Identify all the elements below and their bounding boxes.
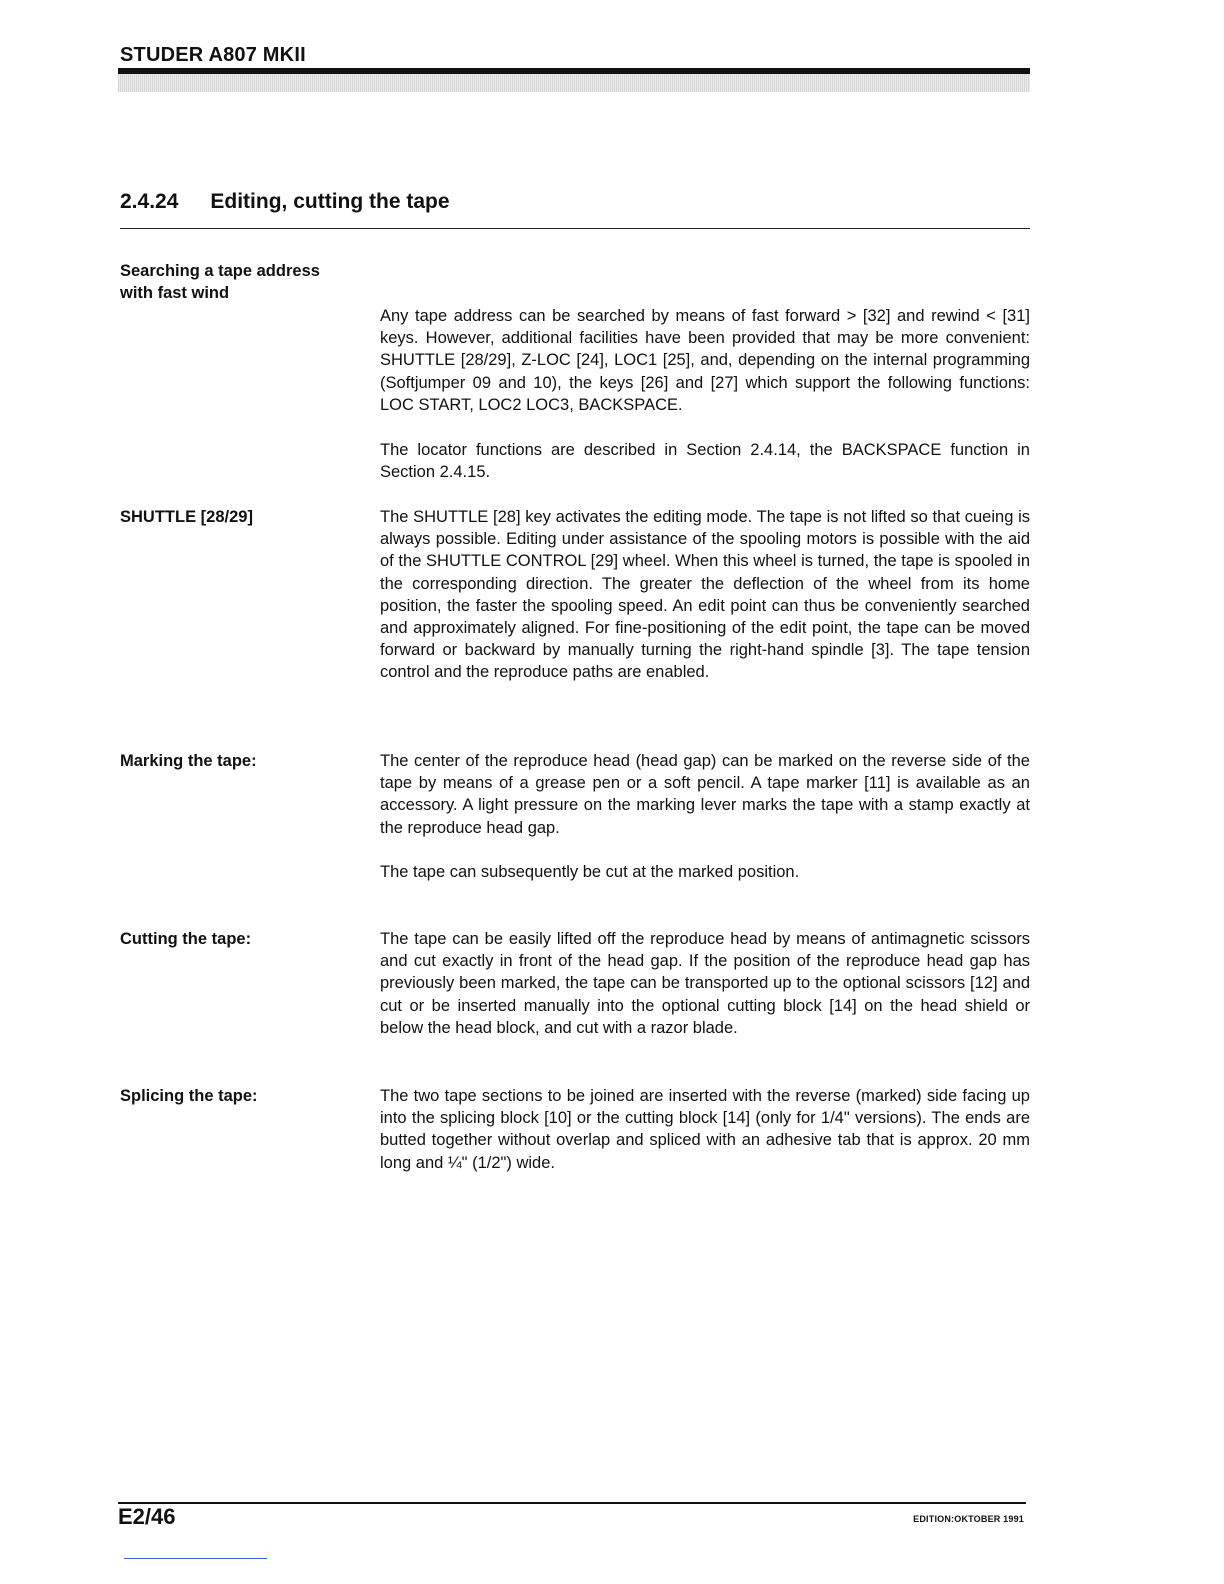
splicing-paragraph: The two tape sections to be joined are inserted with the reverse (marked) side facing up into the splicing block [10] or the cutting block [14] (only for 1/4" versions). The ends are butted together without overlap and spliced with an adhesive tab that is approx. 20 mm long and ¼" (1/2") wide.: [380, 1087, 1030, 1172]
marking-paragraph-2: The tape can subsequently be cut at the marked position.: [380, 863, 800, 881]
document-header-title: STUDER A807 MKII: [120, 44, 306, 66]
side-label-shuttle: SHUTTLE [28/29]: [120, 508, 253, 526]
cutting-paragraph: The tape can be easily lifted off the reproduce head by means of antimagnetic scissors and cut exactly in front of the head gap. If the position of the reproduce head gap has previously been marked, the tape can be transported up to the optional scissors [12] and cut or be inserted manually into the optional cutting block [14] on the head shield or below the head block, and cut with a razor blade.: [380, 930, 1030, 1037]
bottom-underline-mark: [124, 1558, 267, 1559]
side-label-search-line2: with fast wind: [120, 284, 230, 302]
footer-page-number: E2/46: [118, 1504, 176, 1529]
side-label-marking: Marking the tape:: [120, 752, 257, 770]
marking-paragraph-1: The center of the reproduce head (head gap) can be marked on the reverse side of the tape by means of a grease pen or a soft pencil. A tape marker [11] is available as an accessory. A light pressure on the marking lever marks the tape with a stamp exactly at the reproduce head gap.: [380, 752, 1030, 837]
footer-rule: [118, 1502, 1026, 1504]
section-number: 2.4.24: [120, 190, 179, 213]
side-label-cutting: Cutting the tape:: [120, 930, 252, 948]
side-label-splicing: Splicing the tape:: [120, 1087, 258, 1105]
search-paragraph-1: Any tape address can be searched by means of fast forward > [32] and rewind < [31] keys. However, additional facilities have been provided that may be more convenient: SHUTTLE [28/29], Z-LOC [24], LOC1 [25], and, depending on the internal programming (Softjumper 09 and 10), the keys [26] and [27] which support the following functions: LOC START, LOC2 LOC3, BACKSPACE.: [380, 307, 1030, 414]
side-label-search: [120, 260, 360, 304]
search-paragraph-2: The locator functions are described in Section 2.4.14, the BACKSPACE function in Section 2.4.15.: [380, 441, 1030, 482]
section-heading: [120, 190, 450, 214]
section-title: Editing, cutting the tape: [210, 190, 450, 213]
header-shaded-band: [118, 74, 1030, 92]
section-divider: [120, 228, 1030, 229]
shuttle-paragraph: The SHUTTLE [28] key activates the editing mode. The tape is not lifted so that cueing is always possible. Editing under assistance of the spooling motors is possible with the aid of the SHUTTLE CONTROL [29] wheel. When this wheel is turned, the tape is spooled in the corresponding direction. The greater the deflection of the wheel from its home position, the faster the spooling speed. An edit point can thus be conveniently searched and approximately aligned. For fine-positioning of the edit point, the tape can be moved forward or backward by manually turning the right-hand spindle [3]. The tape tension control and the reproduce paths are enabled.: [380, 508, 1030, 682]
footer-edition: EDITION:OKTOBER 1991: [913, 1514, 1024, 1524]
side-label-search-line1: Searching a tape address: [120, 262, 320, 280]
